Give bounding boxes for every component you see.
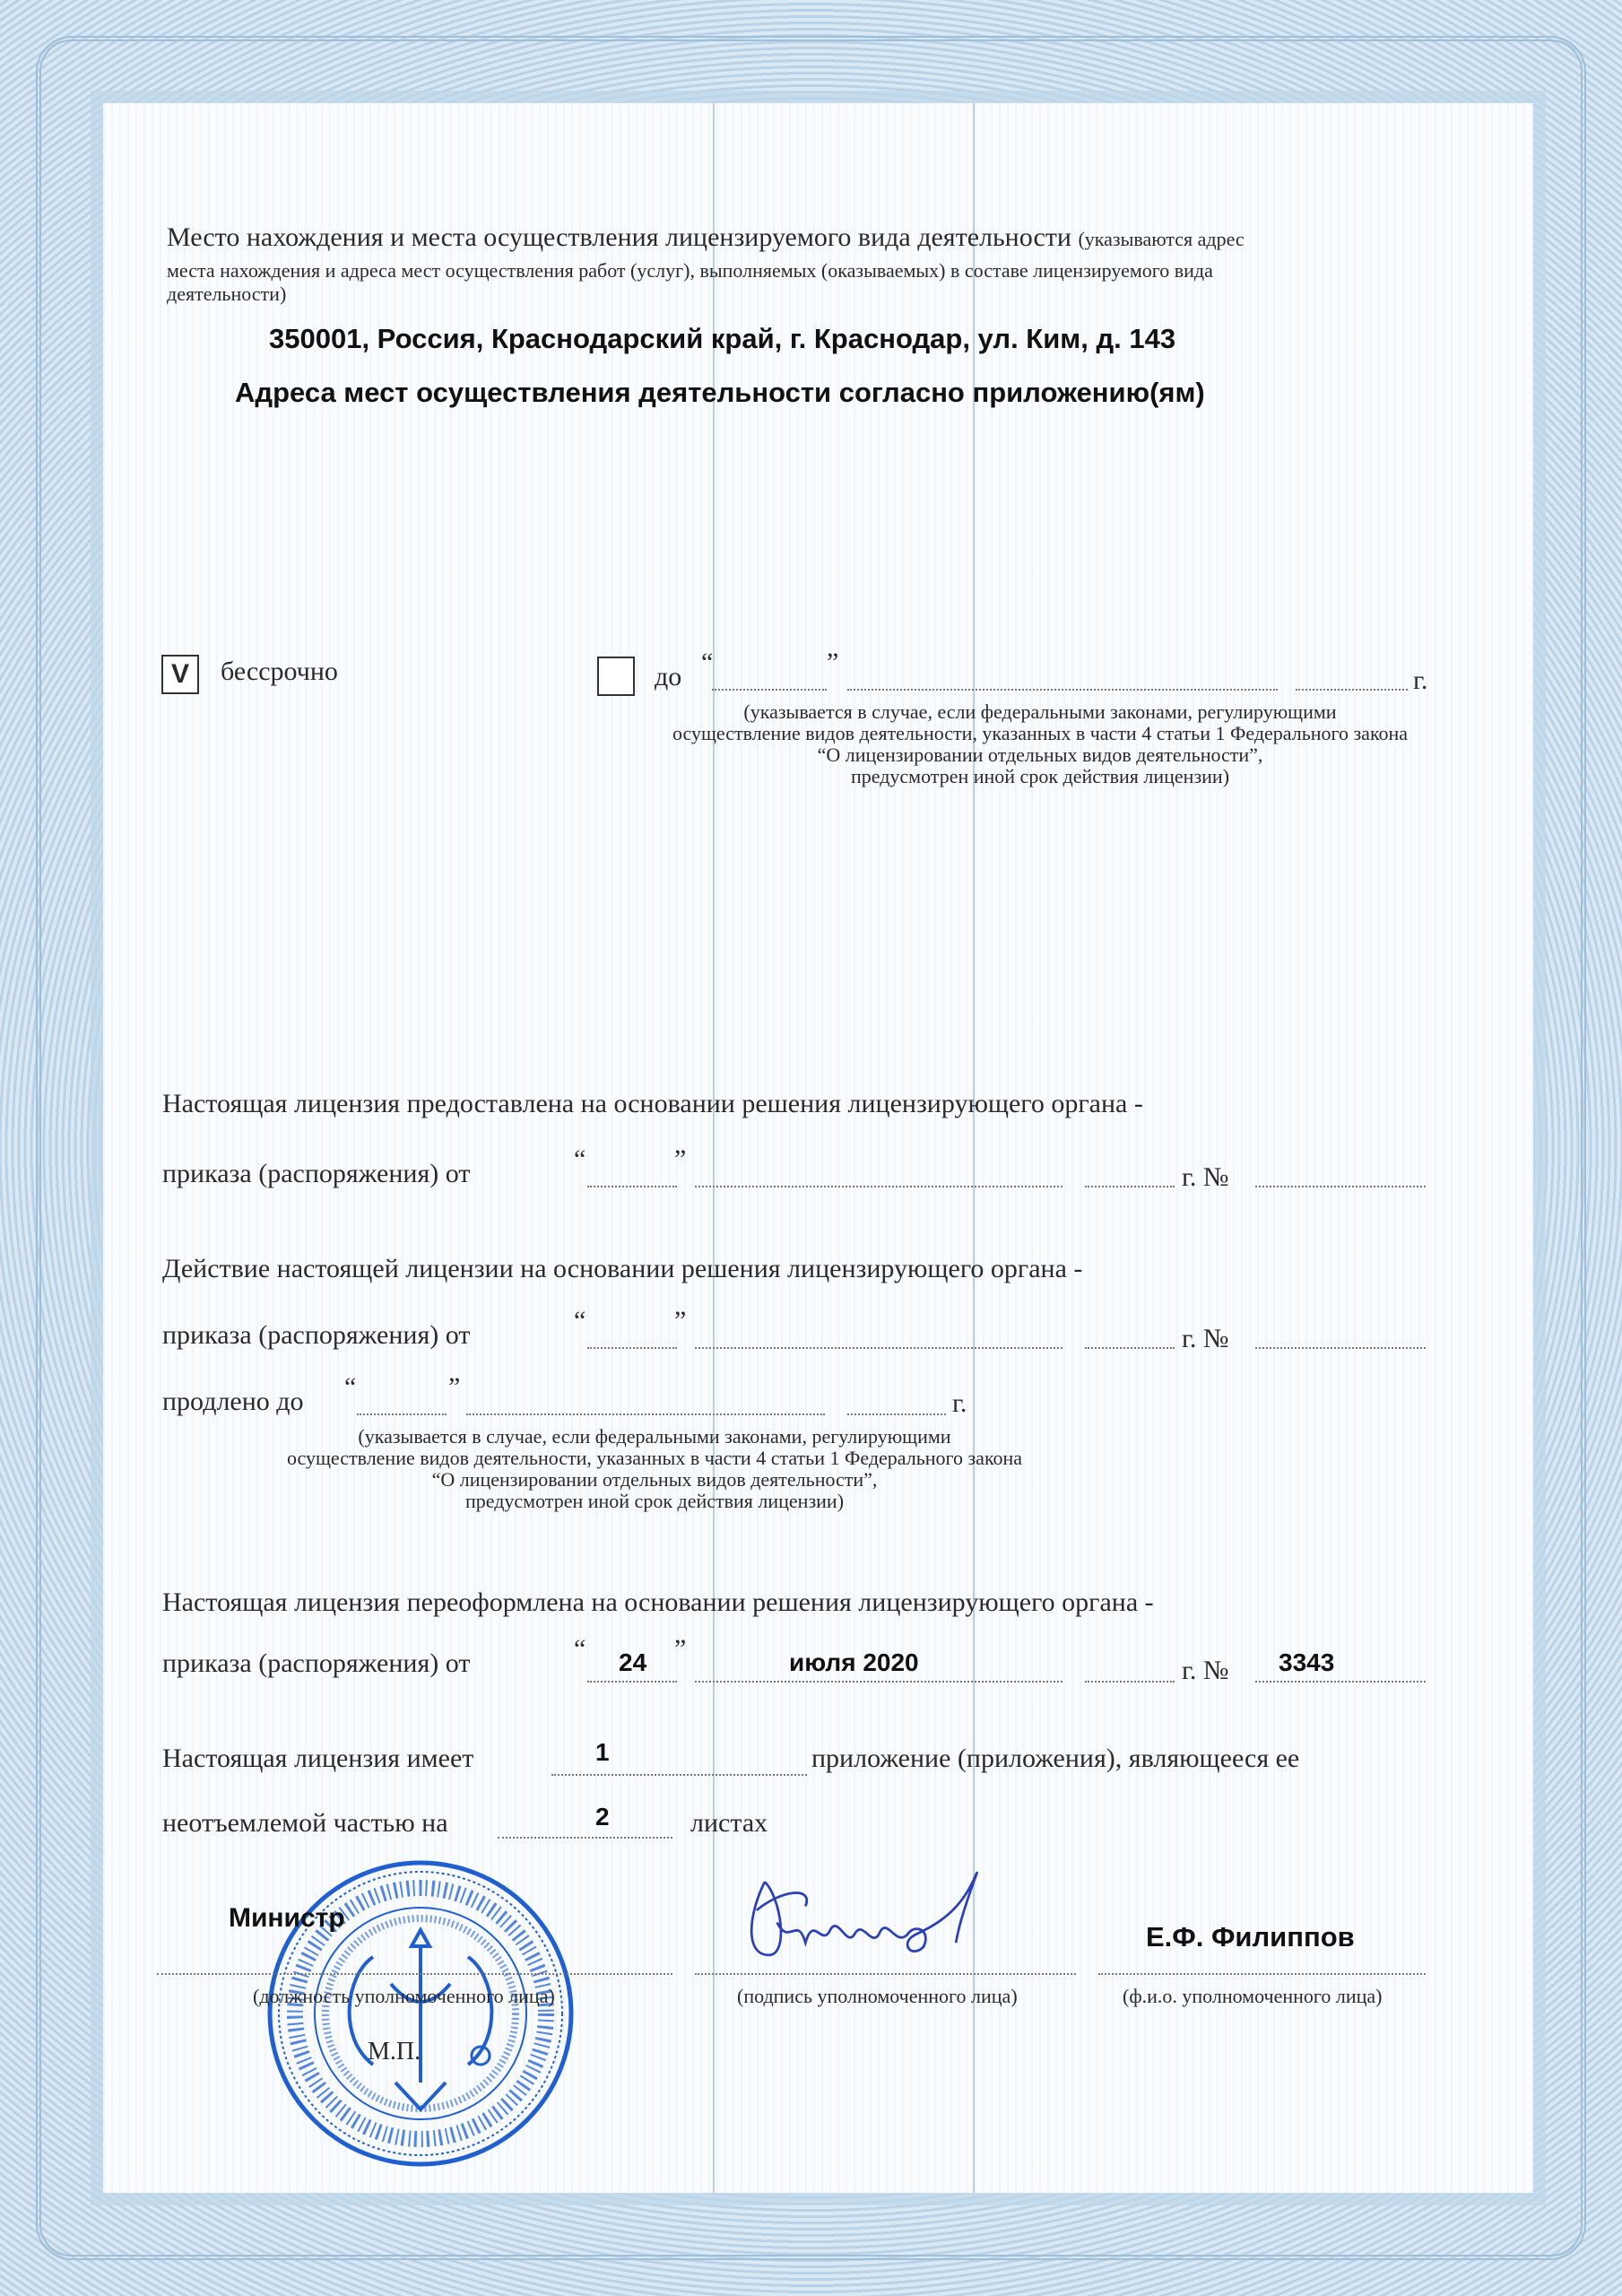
footnote-line: осуществление видов деятельности, указанных в части 4 статьи 1 Федерального закона <box>672 722 1409 744</box>
open-quote: “ <box>574 1634 586 1664</box>
footnote-line: предусмотрен иной срок действия лицензии) <box>464 1490 845 1512</box>
license-address: 350001, Россия, Краснодарский край, г. Краснодар, ул. Ким, д. 143 <box>269 323 1176 354</box>
granted-year-field <box>1085 1186 1175 1187</box>
close-quote: ” <box>827 648 839 677</box>
extension-day-field <box>587 1347 677 1349</box>
appendices-text-end: приложение (приложения), являющееся ее <box>811 1744 1300 1773</box>
reissued-number-label: г. № <box>1182 1656 1229 1685</box>
name-caption: (ф.и.о. уполномоченного лица) <box>1123 1985 1383 2007</box>
reissued-year-field <box>1085 1681 1175 1683</box>
extended-until-label: продлено до <box>162 1387 304 1416</box>
granted-order-label: приказа (распоряжения) от <box>162 1159 471 1188</box>
open-quote: “ <box>344 1372 357 1402</box>
appendices-text-start: Настоящая лицензия имеет <box>162 1744 474 1773</box>
reissued-day: 24 <box>619 1648 647 1676</box>
extended-month-field <box>466 1413 825 1415</box>
appendix-count: 1 <box>595 1738 610 1766</box>
granted-number-field <box>1255 1186 1426 1187</box>
position-line <box>157 1973 672 1975</box>
reissued-month-year: июля 2020 <box>789 1648 919 1676</box>
close-quote: ” <box>674 1306 687 1335</box>
reissued-number-field <box>1255 1681 1426 1683</box>
extension-footnote <box>251 1426 1058 1512</box>
location-note: места нахождения и адреса мест осуществления работ (услуг), выполняемых (оказываемых) в составе лицензируемого вида <box>167 259 1213 282</box>
until-day-field <box>712 689 827 691</box>
until-checkbox[interactable] <box>597 657 635 696</box>
reissued-text: Настоящая лицензия переоформлена на основании решения лицензирующего органа - <box>162 1587 1154 1617</box>
footnote-line: осуществление видов деятельности, указанных в части 4 статьи 1 Федерального закона <box>286 1447 1023 1469</box>
until-month-field <box>847 689 1278 691</box>
extension-text: Действие настоящей лицензии на основании решения лицензирующего органа - <box>162 1254 1083 1283</box>
reissued-order-label: приказа (распоряжения) от <box>162 1648 471 1678</box>
footnote-line: “О лицензировании отдельных видов деятельности”, <box>431 1468 878 1491</box>
footnote-line: (указывается в случае, если федеральными законами, регулирующими <box>358 1425 951 1448</box>
indefinite-label: бессрочно <box>221 657 338 686</box>
extension-year-field <box>1085 1347 1175 1349</box>
sheets-count-field <box>498 1837 672 1839</box>
indefinite-checkbox[interactable]: V <box>161 655 199 694</box>
position-caption: (должность уполномоченного лица) <box>253 1985 555 2007</box>
seal-place-label: М.П. <box>368 2038 421 2066</box>
signature-caption: (подпись уполномоченного лица) <box>737 1985 1018 2007</box>
appendix-count-field <box>551 1774 807 1776</box>
signatory-name: Е.Ф. Филиппов <box>1146 1921 1355 1952</box>
validity-footnote <box>646 701 1435 787</box>
open-quote: “ <box>701 648 714 677</box>
sheets-text-start: неотъемлемой частью на <box>162 1808 448 1838</box>
open-quote: “ <box>574 1144 586 1174</box>
scan-fold-line <box>713 103 715 2193</box>
position-value: Министр <box>229 1903 345 1933</box>
close-quote: ” <box>674 1144 687 1174</box>
extension-month-field <box>695 1347 1063 1349</box>
granted-day-field <box>587 1186 677 1187</box>
until-year-field <box>1296 689 1408 691</box>
signature-line <box>695 1973 1076 1975</box>
granted-number-label: г. № <box>1182 1162 1229 1192</box>
close-quote: ” <box>448 1372 461 1402</box>
location-heading-text: Место нахождения и места осуществления лицензируемого вида деятельности <box>167 222 1071 252</box>
location-note-end: деятельности) <box>167 283 287 305</box>
until-label: до <box>655 662 682 691</box>
granted-text: Настоящая лицензия предоставлена на основании решения лицензирующего органа - <box>162 1089 1143 1118</box>
handwritten-signature <box>717 1866 1040 1971</box>
sheets-count: 2 <box>595 1803 610 1831</box>
location-heading <box>167 222 1245 253</box>
extension-order-label: приказа (распоряжения) от <box>162 1320 471 1350</box>
name-line <box>1098 1973 1426 1975</box>
year-suffix: г. <box>1413 665 1428 695</box>
close-quote: ” <box>674 1634 687 1664</box>
extension-number-field <box>1255 1347 1426 1349</box>
granted-month-field <box>695 1186 1063 1187</box>
reissued-number: 3343 <box>1279 1648 1335 1676</box>
extension-number-label: г. № <box>1182 1324 1229 1353</box>
footnote-line: предусмотрен иной срок действия лицензии) <box>850 765 1230 787</box>
reissued-day-field <box>587 1681 677 1683</box>
extended-day-field <box>357 1413 447 1415</box>
reissued-month-field <box>695 1681 1063 1683</box>
extended-year-suffix: г. <box>952 1388 967 1418</box>
sheets-text-end: листах <box>690 1808 768 1838</box>
extended-year-field <box>847 1413 946 1415</box>
open-quote: “ <box>574 1306 586 1335</box>
location-heading-note: (указываются адрес <box>1078 228 1245 250</box>
footnote-line: (указывается в случае, если федеральными законами, регулирующими <box>743 700 1337 723</box>
activity-addresses: Адреса мест осуществления деятельности согласно приложению(ям) <box>235 377 1205 408</box>
footnote-line: “О лицензировании отдельных видов деятельности”, <box>817 744 1263 766</box>
